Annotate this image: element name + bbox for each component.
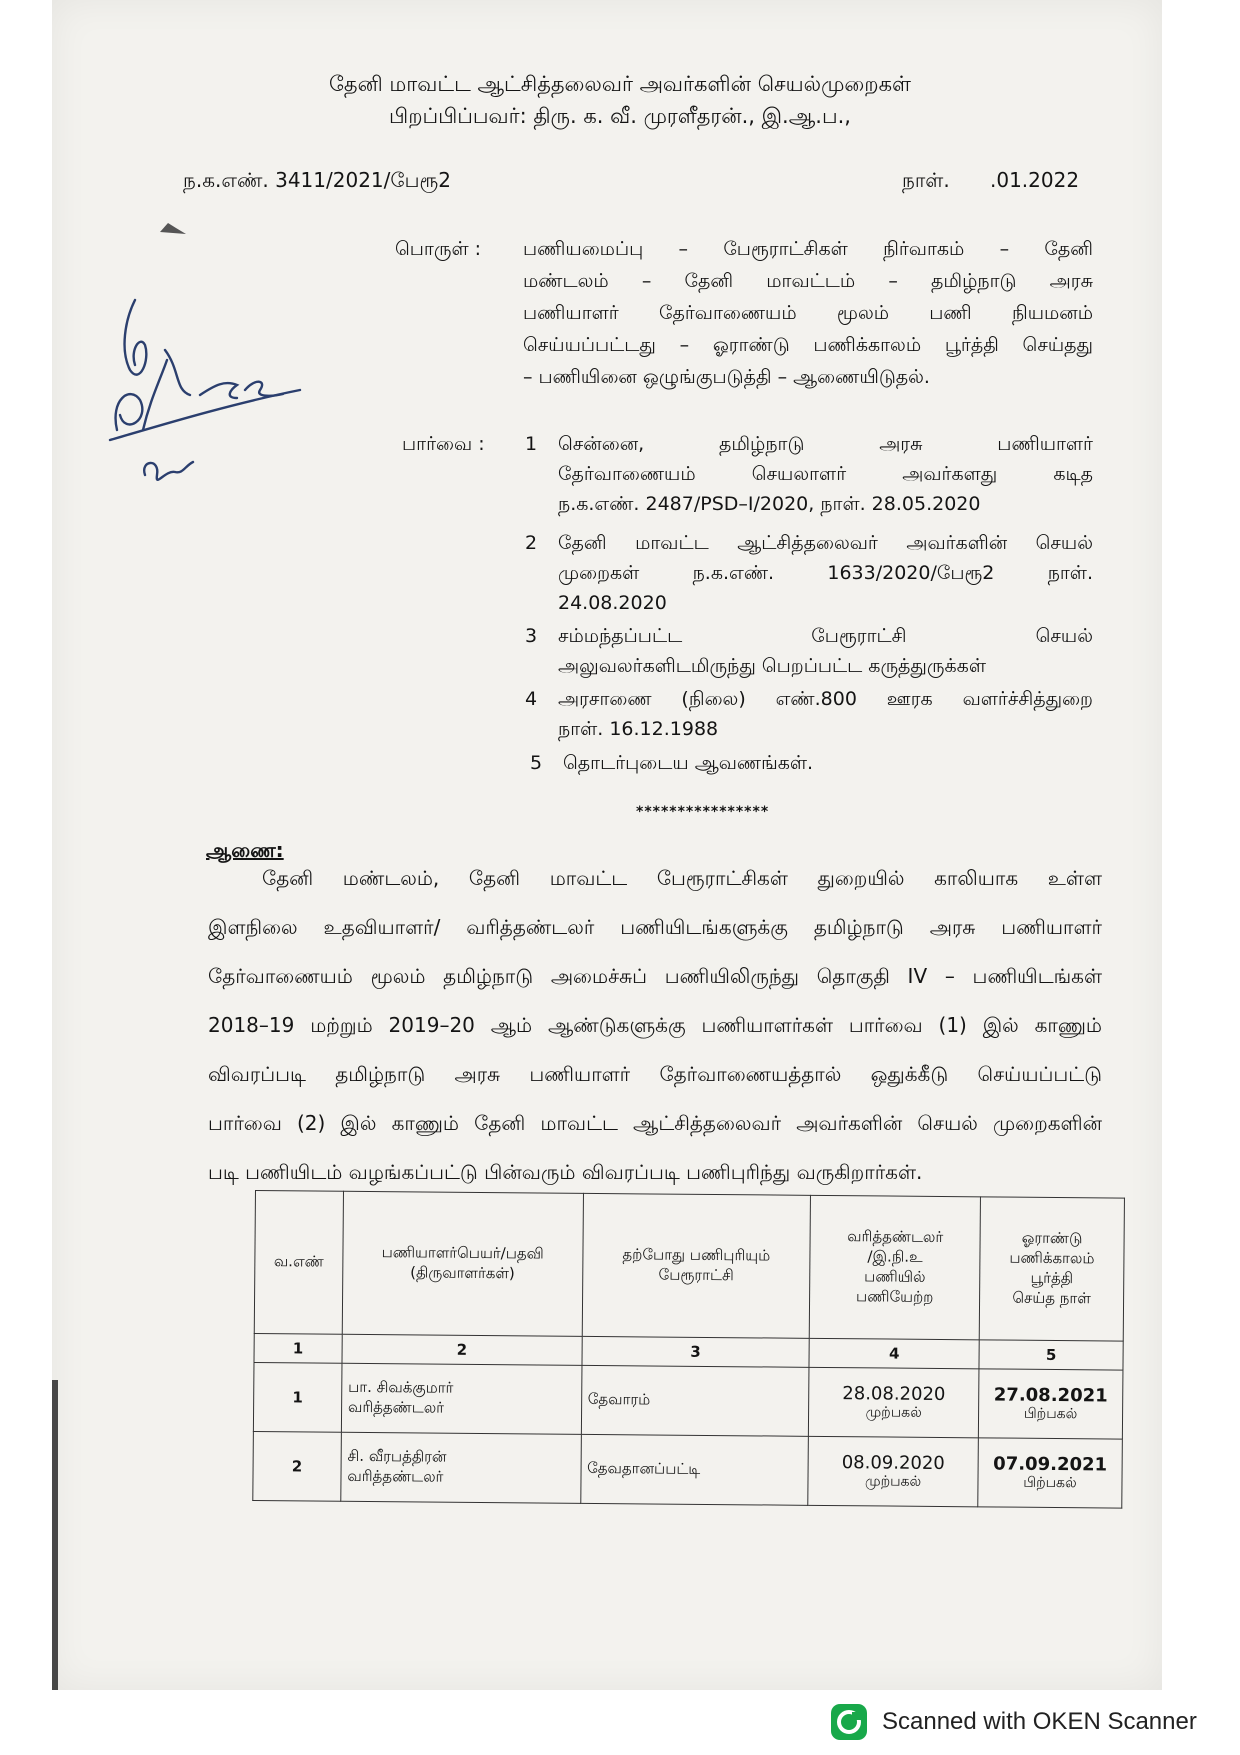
subject-line: செய்யப்பட்டது – ஓராண்டு பணிக்காலம் பூர்த்தி செய்தது [523, 334, 1093, 356]
table-row [253, 1362, 1123, 1439]
order-line: விவரப்படி தமிழ்நாடு அரசு பணியாளர் தேர்வாணையத்தால் ஒதுக்கீடு செய்யப்பட்டு [208, 1062, 1102, 1086]
completed-session: பிற்பகல் [1023, 1474, 1077, 1491]
completed-date: 27.08.2021 [993, 1383, 1108, 1406]
employee-name: சி. வீரபத்திரன் [347, 1446, 447, 1466]
column-header-joined [809, 1195, 980, 1339]
column-number: 1 [254, 1333, 342, 1363]
reference-item-line: தேனி மாவட்ட ஆட்சித்தலைவர் அவர்களின் செயல் [558, 532, 1093, 554]
cell-completed [978, 1438, 1123, 1508]
order-line: பார்வை (2) இல் காணும் தேனி மாவட்ட ஆட்சித்தலைவர் அவர்களின் செயல் முறைகளின் [208, 1111, 1102, 1135]
employee-designation: வரித்தண்டலர் [347, 1466, 444, 1486]
cell-name [341, 1363, 581, 1434]
header-text: பணியேற்ற [855, 1287, 934, 1306]
column-header-town [582, 1193, 811, 1338]
oken-scanner-logo-icon [830, 1703, 868, 1741]
references-label: பார்வை : [402, 433, 485, 455]
cell-joined [809, 1367, 979, 1437]
cell-serial: 1 [253, 1362, 342, 1432]
order-line: படி பணியிடம் வழங்கப்பட்டு பின்வரும் விவரப்படி பணிபுரிந்து வருகிறார்கள். [208, 1160, 923, 1184]
table-header-row [254, 1191, 1124, 1342]
table-row [253, 1431, 1123, 1508]
header-text: ஓராண்டு [1021, 1228, 1083, 1248]
header-text: பணிக்காலம் [1009, 1248, 1095, 1268]
joined-session: முற்பகல் [865, 1403, 922, 1421]
column-number: 5 [979, 1340, 1123, 1370]
completed-date: 07.09.2021 [993, 1452, 1108, 1475]
joined-session: முற்பகல் [864, 1472, 922, 1490]
joined-date: 08.09.2020 [841, 1451, 945, 1474]
cell-serial: 2 [253, 1431, 342, 1501]
date-value: .01.2022 [990, 168, 1080, 192]
subject-line: பணியாளர் தேர்வாணையம் மூலம் பணி நியமனம் [523, 302, 1093, 324]
joined-date: 28.08.2020 [842, 1382, 946, 1405]
reference-item-number: 1 [525, 433, 538, 455]
reference-item-number: 3 [525, 625, 538, 647]
header-text: பூர்த்தி [1030, 1268, 1074, 1288]
reference-item-line: தேர்வாணையம் செயலாளர் அவர்களது கடித [558, 463, 1093, 485]
cell-town: தேவாரம் [581, 1365, 809, 1436]
column-header-completed [979, 1197, 1124, 1341]
column-number: 3 [582, 1336, 810, 1367]
scan-shadow-edge [52, 1380, 58, 1690]
reference-item-line: முறைகள் ந.க.எண். 1633/2020/பேரூ2 நாள். [558, 562, 1093, 584]
reference-item-number: 2 [525, 532, 538, 554]
order-title: ஆணை: [206, 838, 284, 862]
header-title: தேனி மாவட்ட ஆட்சித்தலைவர் அவர்களின் செயல்முறைகள் [329, 72, 911, 96]
cell-completed [978, 1369, 1123, 1439]
reference-number: ந.க.எண். 3411/2021/பேரூ2 [183, 168, 451, 192]
reference-item-line: சென்னை, தமிழ்நாடு அரசு பணியாளர் [558, 433, 1093, 455]
header-text: வரித்தண்டலர் [847, 1227, 944, 1247]
header-text: தற்போது பணிபுரியும் [622, 1245, 771, 1265]
header-issuer: பிறப்பிப்பவர்: திரு. க. வீ. முரளீதரன்., இ.ஆ.ப., [389, 104, 851, 128]
order-line: தேர்வாணையம் மூலம் தமிழ்நாடு அமைச்சுப் பணியிலிருந்து தொகுதி IV – பணியிடங்கள் [208, 964, 1102, 988]
header-text: பணியாளர்பெயர்/பதவி [381, 1243, 544, 1263]
separator-stars: **************** [636, 804, 770, 820]
scanner-text: Scanned with OKEN Scanner [882, 1708, 1197, 1735]
header-text: பேரூராட்சி [658, 1265, 734, 1285]
order-line: இளநிலை உதவியாளர்/ வரித்தண்டலர் பணியிடங்களுக்கு தமிழ்நாடு அரசு பணியாளர் [208, 915, 1102, 939]
employee-designation: வரித்தண்டலர் [347, 1397, 445, 1417]
column-number: 2 [342, 1334, 582, 1365]
completed-session: பிற்பகல் [1023, 1405, 1078, 1422]
order-line: தேனி மண்டலம், தேனி மாவட்ட பேரூராட்சிகள் துறையில் காலியாக உள்ள [262, 866, 1102, 890]
staff-table [252, 1190, 1125, 1509]
header-text: (திருவாளர்கள்) [410, 1263, 515, 1283]
column-header-serial [254, 1191, 343, 1335]
cell-name [341, 1432, 581, 1503]
employee-name: பா. சிவக்குமார் [348, 1377, 454, 1397]
header-text: /இ.நி.உ [867, 1247, 923, 1266]
reference-item-line: நாள். 16.12.1988 [558, 718, 719, 740]
handwritten-signature-icon [105, 290, 305, 530]
header-text: செய்த நாள் [1012, 1288, 1091, 1308]
reference-item-line: தொடர்புடைய ஆவணங்கள். [563, 752, 814, 774]
reference-item-line: ந.க.எண். 2487/PSD–I/2020, நாள். 28.05.2020 [558, 493, 981, 515]
date-label: நாள். [902, 168, 950, 192]
reference-item-line: சம்மந்தப்பட்ட பேரூராட்சி செயல் [558, 625, 1093, 647]
header-text: வ.எண் [273, 1252, 324, 1271]
header-text: பணியில் [864, 1267, 926, 1286]
cell-joined [808, 1436, 978, 1506]
scan-mark-icon [158, 220, 188, 236]
subject-label: பொருள் : [395, 238, 482, 260]
column-header-name [342, 1191, 583, 1336]
subject-line: – பணியினை ஒழுங்குபடுத்தி – ஆணையிடுதல். [523, 366, 930, 388]
reference-item-line: அரசாணை (நிலை) எண்.800 ஊரக வளர்ச்சித்துறை [558, 688, 1093, 710]
reference-item-line: அலுவலர்களிடமிருந்து பெறப்பட்ட கருத்துருக்கள் [558, 655, 986, 677]
reference-item-line: 24.08.2020 [558, 592, 667, 614]
column-number: 4 [809, 1338, 979, 1368]
reference-item-number: 4 [525, 688, 538, 710]
subject-line: பணியமைப்பு – பேரூராட்சிகள் நிர்வாகம் – தேனி [523, 238, 1093, 260]
cell-town: தேவதானப்பட்டி [580, 1434, 808, 1505]
order-line: 2018–19 மற்றும் 2019–20 ஆம் ஆண்டுகளுக்கு பணியாளர்கள் பார்வை (1) இல் காணும் [208, 1013, 1102, 1037]
scanner-watermark [830, 1700, 1197, 1744]
subject-line: மண்டலம் – தேனி மாவட்டம் – தமிழ்நாடு அரசு [523, 270, 1093, 292]
reference-item-number: 5 [530, 752, 543, 774]
